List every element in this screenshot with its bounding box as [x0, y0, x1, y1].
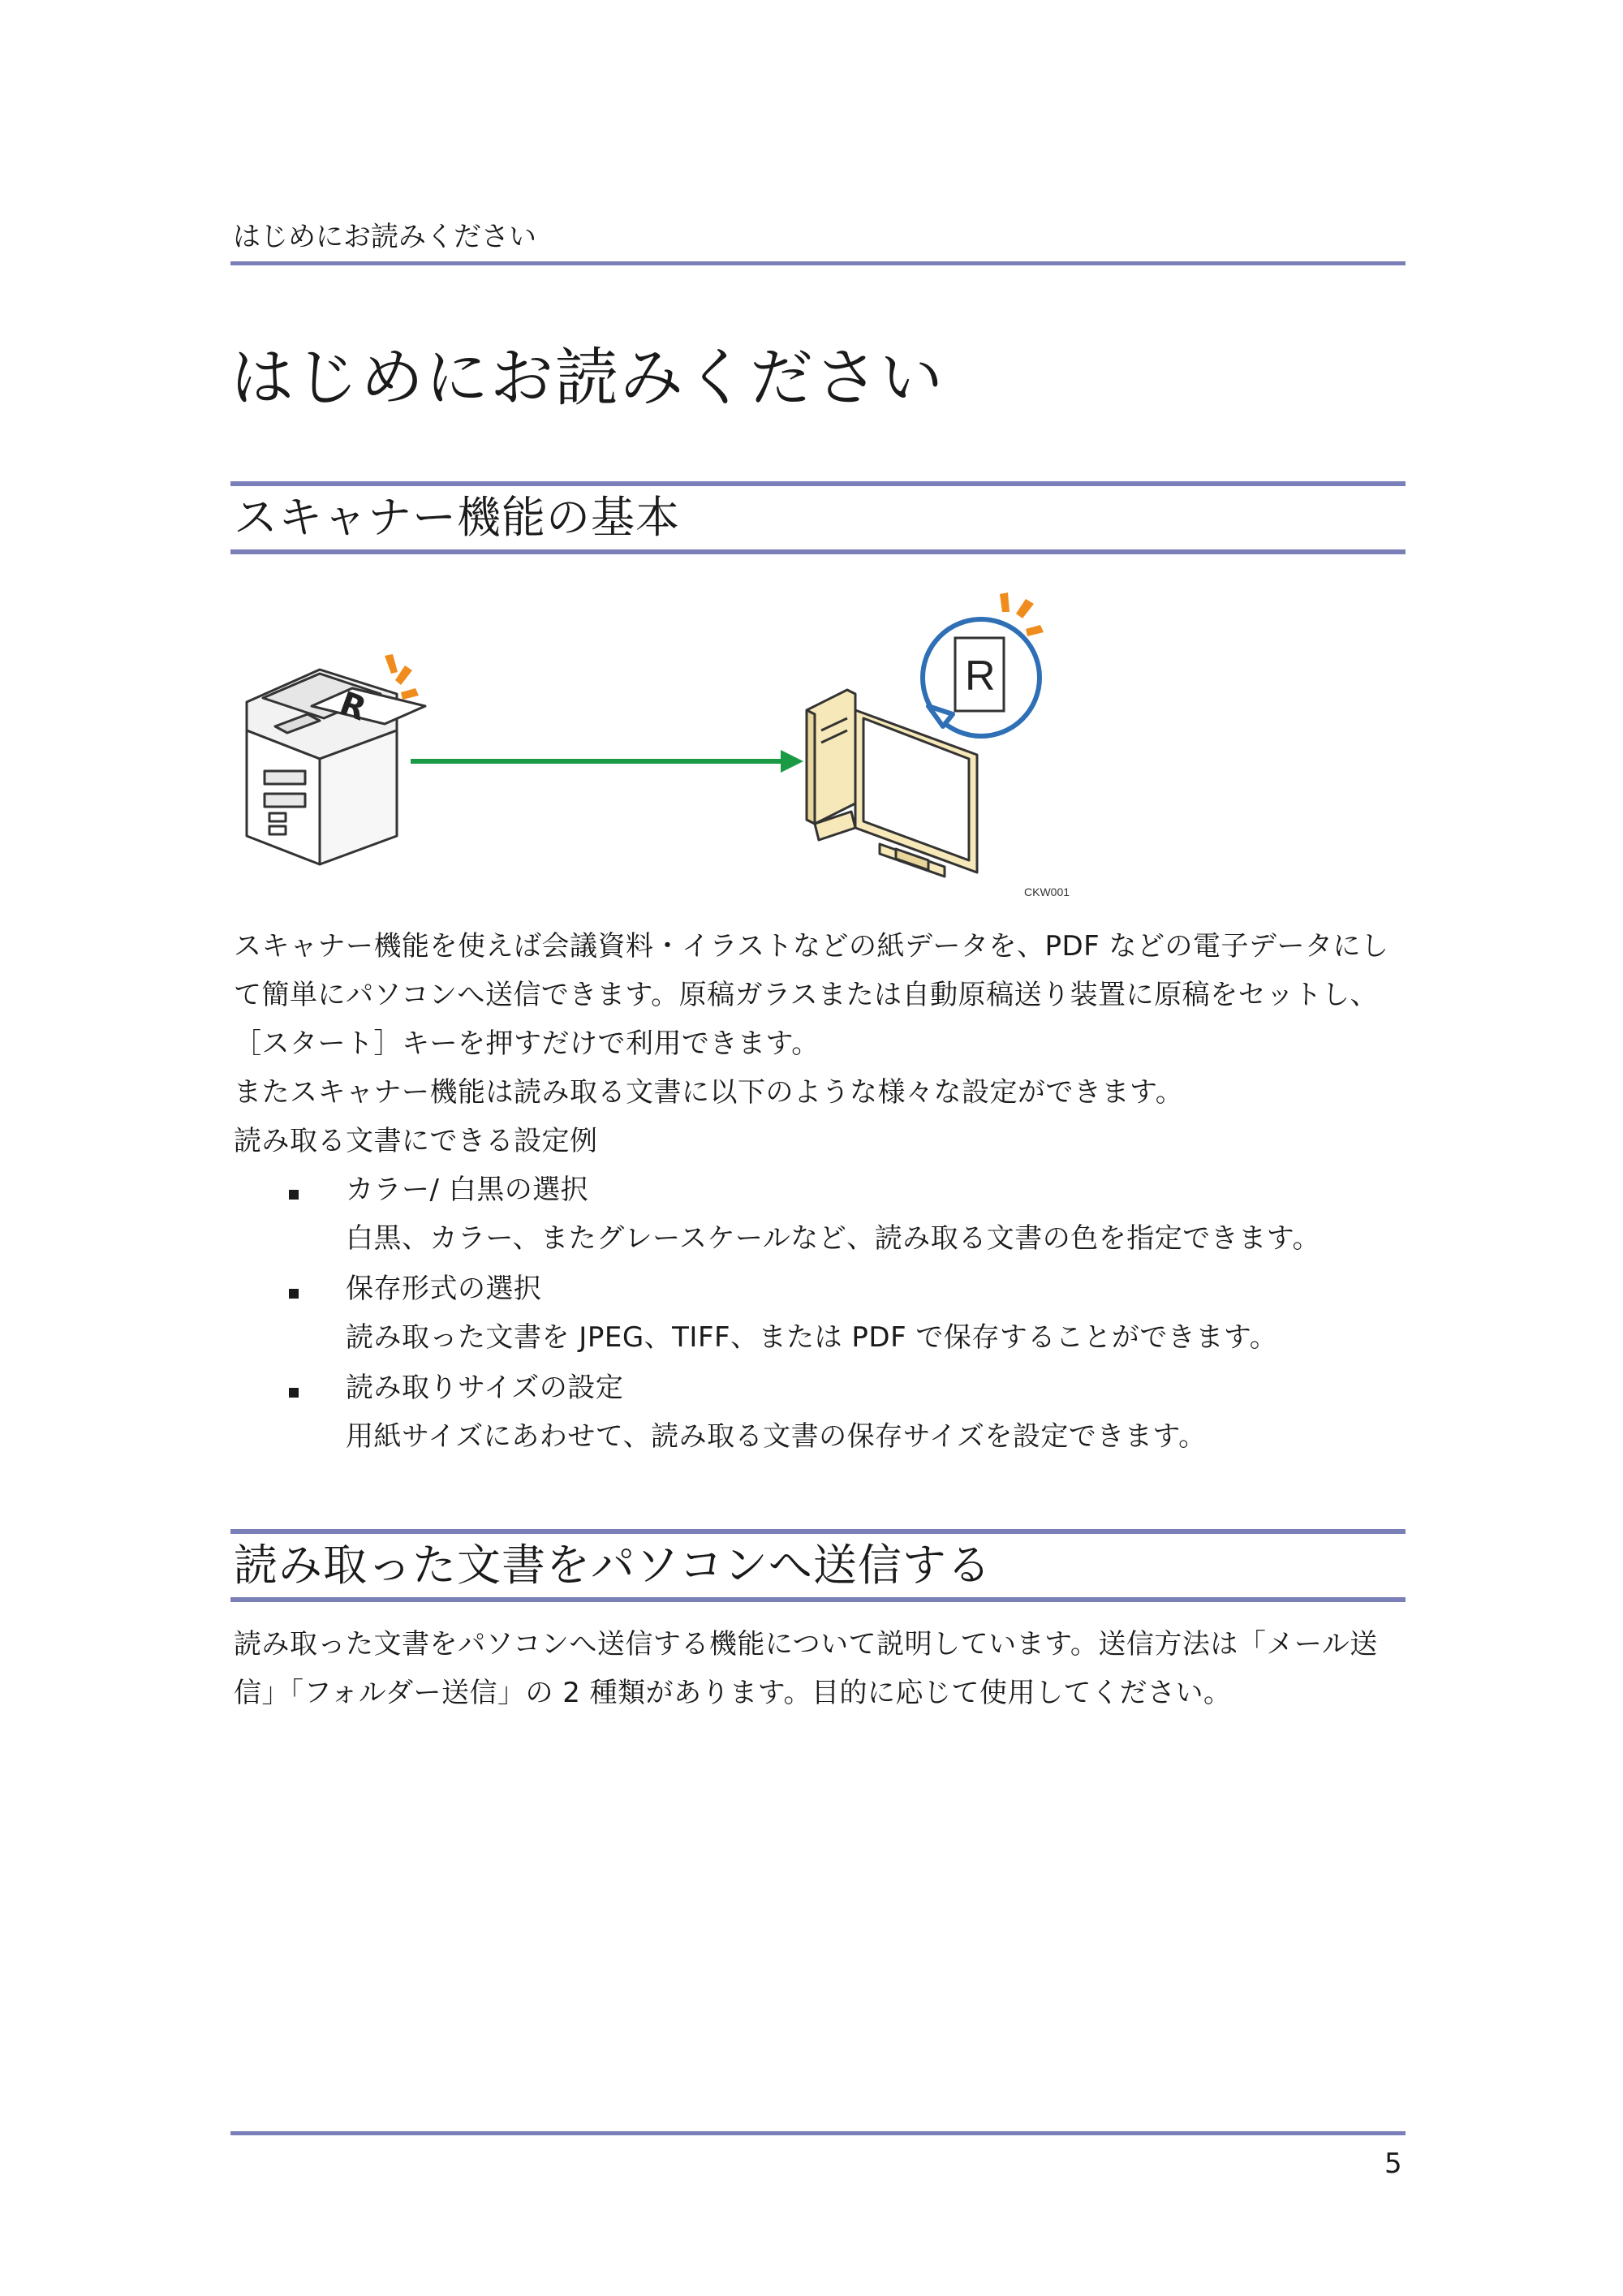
footer-rule — [230, 2131, 1406, 2135]
section1-title: スキャナー機能の基本 — [234, 492, 680, 543]
item-description: 白黒、カラー、またグレースケールなど、読み取る文書の色を指定できます。 — [346, 1222, 1321, 1255]
body-line: 読み取った文書をパソコンへ送信する機能について説明しています。送信方法は「メール送 — [234, 1628, 1378, 1661]
mfp-icon — [247, 670, 425, 864]
bullet-marker — [289, 1289, 305, 1300]
scanned-page-letter: R — [334, 684, 372, 729]
section1-top-rule — [230, 481, 1406, 486]
body-line: 信」「フォルダー送信」の 2 種類があります。目的に応じて使用してください。 — [234, 1677, 1232, 1709]
item-title: 読み取りサイズの設定 — [346, 1372, 624, 1404]
transfer-arrow — [411, 750, 803, 773]
header-rule — [230, 261, 1406, 265]
section1-bottom-rule — [230, 549, 1406, 554]
running-header: はじめにお読みください — [233, 221, 536, 253]
figure-code: CKW001 — [1024, 885, 1070, 898]
page-number: 5 — [1384, 2147, 1402, 2180]
item-title: 保存形式の選択 — [346, 1273, 542, 1305]
item-description: 読み取った文書を JPEG、TIFF、または PDF で保存することができます。 — [346, 1321, 1278, 1354]
section1-body — [234, 922, 1410, 1165]
body-line: スキャナー機能を使えば会議資料・イラストなどの紙データを、PDF などの電子データにし — [234, 930, 1389, 963]
scan-to-pc-illustration — [230, 584, 1091, 909]
bullet-marker — [289, 1190, 305, 1201]
body-line: ［スタート］キーを押すだけで利用できます。 — [234, 1027, 820, 1060]
item-description: 用紙サイズにあわせて、読み取る文書の保存サイズを設定できます。 — [346, 1420, 1207, 1453]
page-title: はじめにお読みください — [230, 342, 945, 415]
item-title: カラー/ 白黒の選択 — [346, 1174, 589, 1206]
bullet-marker — [289, 1388, 305, 1399]
received-page-letter: R — [965, 653, 996, 700]
section2-title: 読み取った文書をパソコンへ送信する — [234, 1540, 992, 1591]
examples-heading: 読み取る文書にできる設定例 — [234, 1125, 598, 1157]
section2-top-rule — [230, 1529, 1406, 1534]
received-document-bubble — [923, 619, 1040, 736]
section2-bottom-rule — [230, 1597, 1406, 1602]
body-line: またスキャナー機能は読み取る文書に以下のような様々な設定ができます。 — [234, 1076, 1184, 1109]
body-line: て簡単にパソコンへ送信できます。原稿ガラスまたは自動原稿送り装置に原稿をセットし、 — [234, 979, 1379, 1011]
section2-body — [234, 1620, 1410, 1717]
